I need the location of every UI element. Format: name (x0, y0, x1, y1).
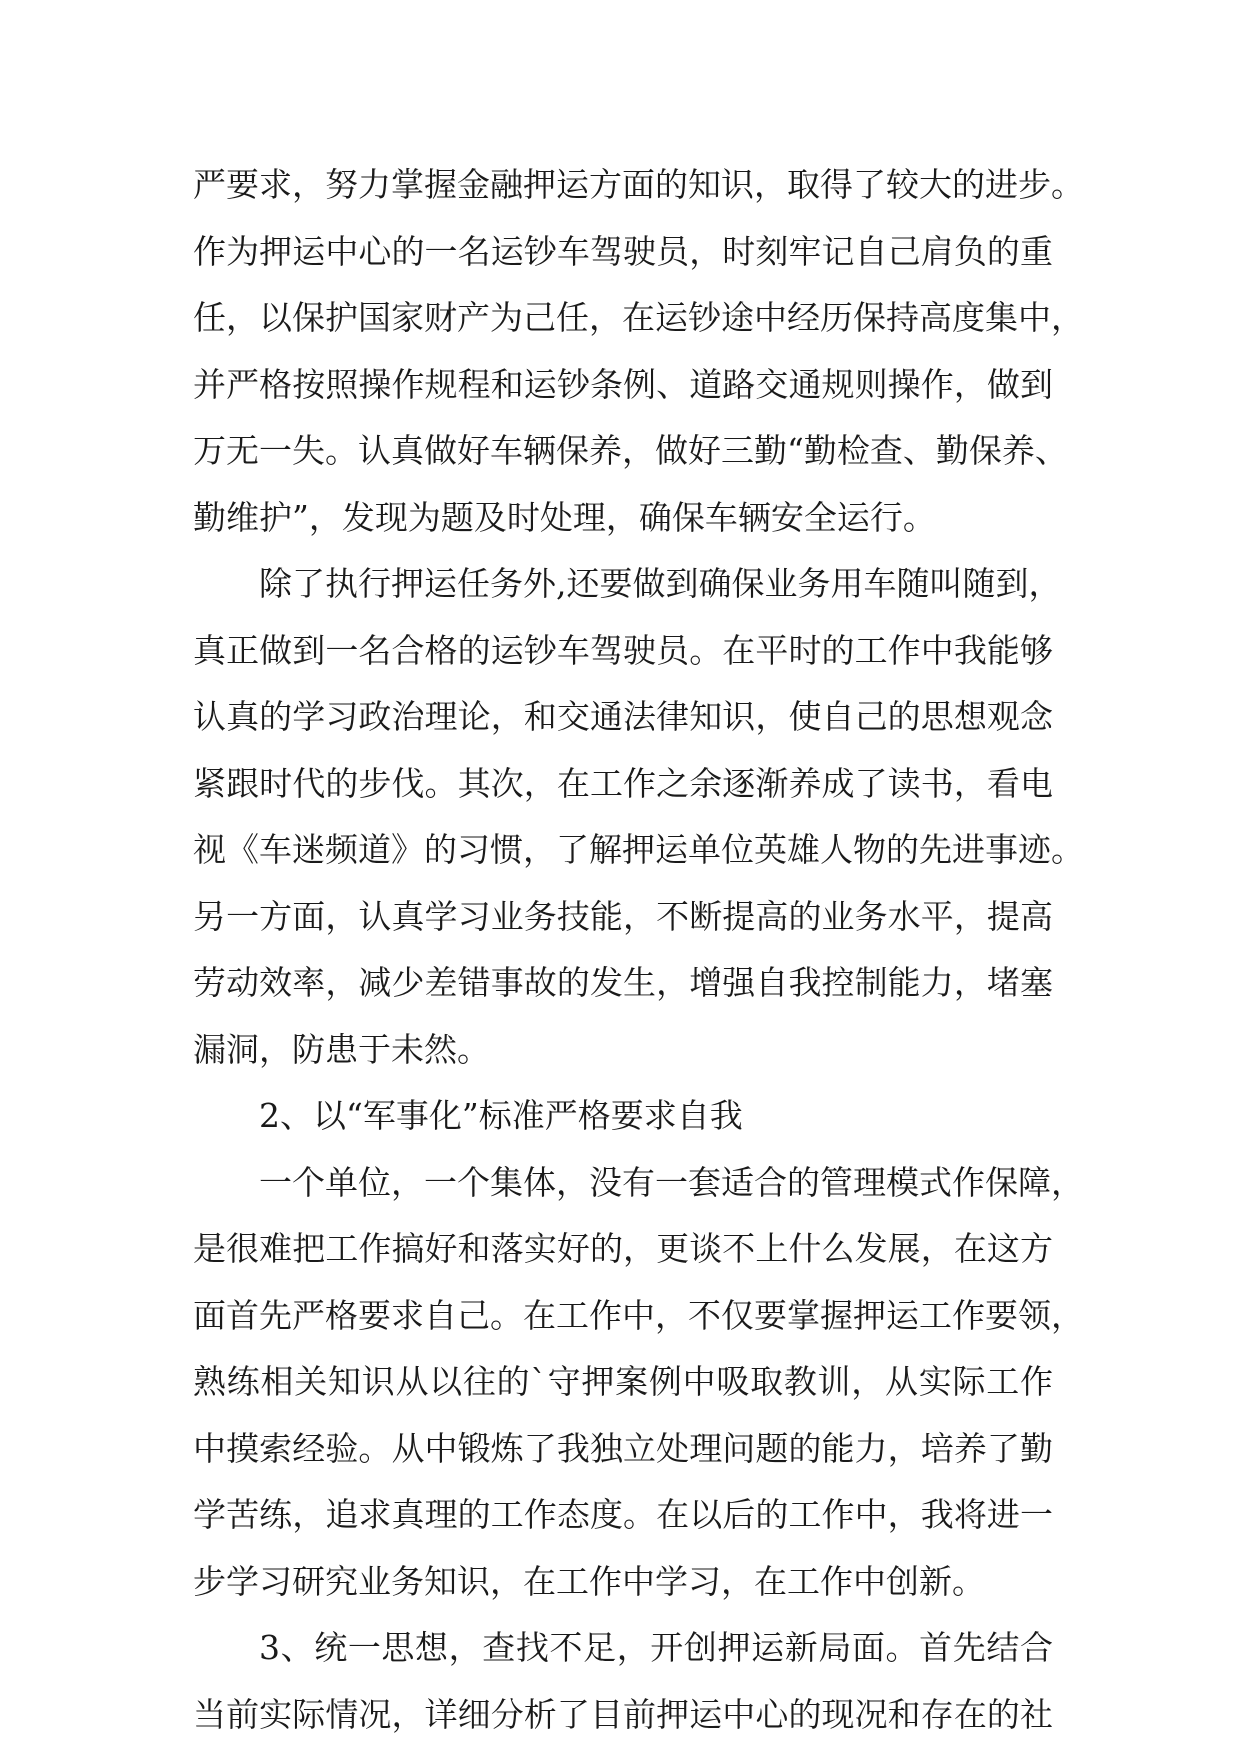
text-line: 万无一失。认真做好车辆保养，做好三勤“勤检查、勤保养、 (193, 431, 1068, 470)
text-line: 是很难把工作搞好和落实好的，更谈不上什么发展，在这方 (193, 1229, 1053, 1268)
text-line: 作为押运中心的一名运钞车驾驶员，时刻牢记自己肩负的重 (193, 231, 1053, 271)
text-line: 2、以“军事化”标准严格要求自我 (259, 1096, 743, 1135)
text-line: 真正做到一名合格的运钞车驾驶员。在平时的工作中我能够 (193, 630, 1053, 670)
text-line: 勤维护”，发现为题及时处理，确保车辆安全运行。 (193, 497, 936, 537)
text-line: 一个单位，一个集体，没有一套适合的管理模式作保障， (259, 1162, 1084, 1202)
text-line: 学苦练，追求真理的工作态度。在以后的工作中，我将进一 (193, 1495, 1053, 1534)
text-line: 认真的学习政治理论，和交通法律知识，使自己的思想观念 (193, 697, 1053, 736)
text-line: 步学习研究业务知识，在工作中学习，在工作中创新。 (193, 1561, 985, 1601)
text-line: 严要求，努力掌握金融押运方面的知识，取得了较大的进步。 (193, 165, 1084, 204)
text-line: 任，以保护国家财产为己任，在运钞途中经历保持高度集中， (193, 298, 1084, 337)
text-line: 除了执行押运任务外,还要做到确保业务用车随叫随到， (259, 564, 1062, 603)
document-body (193, 152, 1084, 1748)
text-line: 3、统一思想，查找不足，开创押运新局面。首先结合 (259, 1628, 1053, 1667)
text-line: 紧跟时代的步伐。其次，在工作之余逐渐养成了读书，看电 (193, 763, 1053, 803)
text-line: 另一方面，认真学习业务技能，不断提高的业务水平，提高 (193, 896, 1053, 936)
text-line: 并严格按照操作规程和运钞条例、道路交通规则操作，做到 (193, 364, 1053, 404)
text-line: 熟练相关知识从以往的`守押案例中吸取教训，从实际工作 (193, 1362, 1053, 1401)
text-line: 劳动效率，减少差错事故的发生，增强自我控制能力，堵塞 (193, 963, 1053, 1002)
text-line: 当前实际情况，详细分析了目前押运中心的现况和存在的社 (193, 1694, 1053, 1734)
text-line: 视《车迷频道》的习惯，了解押运单位英雄人物的先进事迹。 (193, 830, 1084, 869)
text-line: 中摸索经验。从中锻炼了我独立处理问题的能力，培养了勤 (193, 1428, 1053, 1468)
text-line: 漏洞，防患于未然。 (193, 1029, 490, 1069)
text-line: 面首先严格要求自己。在工作中，不仅要掌握押运工作要领， (193, 1295, 1084, 1335)
